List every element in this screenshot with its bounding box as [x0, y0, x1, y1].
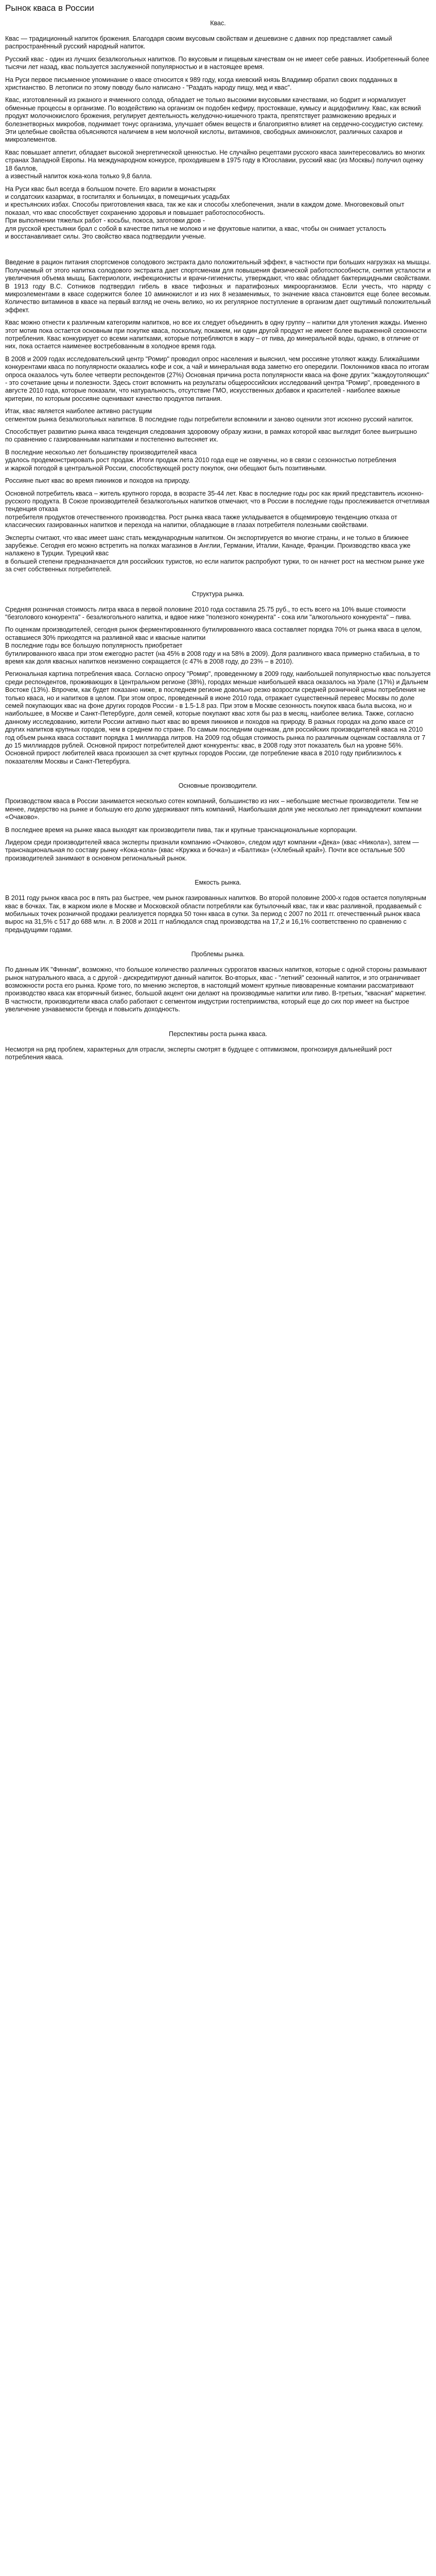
- paragraph: Лидером среди производителей кваса эксперты признали компанию «Очаково», следом идут компании «Дека» (квас «Никола»), затем — транснациональная по составу рынку «Кока-кола» (квас «Кружка и бочка») и «Балтика» («Хлебный край»). Почти все остальные 500 производителей занимают в основном региональный рынок.: [5, 838, 419, 862]
- paragraph: Основной потребитель кваса – житель крупного города, в возрасте 35-44 лет. Квас в последние годы рос как яркий представитель исконно-русского продукта. В Союзе производителей безалкогольных напитков отмечают, что в России в последние годы прослеживается отчетливая тенденция отказа потребителя продуктов отечественного производства. Рост рынка кваса также укладывается в общемировую тенденцию отказа от классических газированных напитков и перехода на напитки, обладающие в глазах потребителя полезными свойствами.: [5, 489, 430, 529]
- paragraph: В 2011 году рынок кваса рос в пять раз быстрее, чем рынок газированных напитков. Во второй половине 2000-х годов остается популярным квас в бочках. Так, в жарком июле в Москве и Московской области потребляли как бутылочный квас, так и квас разливной, продаваемый с мобильных точек розничной продажи реализуется порядка 50 тонн кваса в сутки. За период с 2007 по 2011 гг. отечественный рынок кваса вырос на 31,5% с 517 до 688 млн. л. В 2008 и 2011 гг наблюдался спад производства на 17,2 и 16,1% соответственно по сравнению с предыдущими годами.: [5, 894, 426, 934]
- document-body: [5, 20, 431, 1061]
- paragraph: Итак, квас является наиболее активно растущим сегментом рынка безалкогольных напитков. В последние годы потребители вспомнили и заново оценили этот исконно русский напиток.: [5, 408, 414, 423]
- paragraph: В 2008 и 2009 годах исследовательский центр "Ромир" проводил опрос населения и выяснил, чем россияне утоляют жажду. Ближайшими конкурентами кваса по популярности оказались кофе и сок, а чай и минеральная вода заметно его опередили. Поклонников кваса по итогам опроса оказалось чуть более четверти респондентов (27%) Основная причина роста популярности кваса на фоне других "жаждоутоляющих" - это сочетание цены и полезности. Здесь стоит вспомнить на результаты общероссийских исследований центра "Ромир", проведенного в августе 2010 года, которые показали, что натуральность, отсутствие ГМО, искусственных добавок и красителей - наиболее важные критерии, по которым россияне оценивают качество продуктов питания.: [5, 355, 429, 402]
- section-heading: Квас.: [210, 20, 226, 27]
- section-heading: Проблемы рынка.: [191, 951, 245, 958]
- paragraph: Эксперты считают, что квас имеет шанс стать международным напитком. Он экспортируется во многие страны, и не только в ближнее зарубежье. Сегодня его можно встретить на полках магазинов в Англии, Германии, Италии, Канаде, Франции. Производство кваса уже налажено в Турции. Турецкий квас в большей степени предназначается для российских туристов, но если напиток распробуют турки, то он начнет рост на местном рынке уже за счет собственных потребителей.: [5, 534, 425, 573]
- section-spacer: [5, 245, 431, 259]
- paragraph: По оценкам производителей, сегодня рынок ферментированного бутилированного кваса составляет порядка 70% от рынка кваса в целом, оставшиеся 30% приходятся на разливной квас и квасные напитки В последние годы все большую популярность приобретает бутилированного кваса при этом ежегодно растет (на 45% в 2008 году и на 58% в 2009). Доля разливного кваса примерно стабильна, в то время как доля квасных напитков неизменно сокращается (с 47% в 2008 году, до 23% – в 2010).: [5, 626, 422, 665]
- paragraph: На Руси квас был всегда в большом почете. Его варили в монастырях и солдатских казармах, в госпиталях и больницах, в помещичьих усадьбах и крестьянских избах. Способы приготовления кваса, так же как и способы хлебопечения, знали в каждом доме. Многовековый опыт показал, что квас способствует сохранению здоровья и повышает работоспособность. При выполнении тяжелых работ - косьбы, покоса, заготовки дров - для русской крестьянки брал с собой в качестве питья не молоко и не фруктовые напитки, а квас, чтобы он снимает усталость и восстанавливает силы. Это свойство кваса подтвердили ученые.: [5, 185, 405, 240]
- paragraph: На Руси первое письменное упоминание о квасе относится к 989 году, когда киевский князь Владимир обратил своих подданных в христианство. В летописи по этому поводу было написано - "Раздать народу пищу, мед и квас".: [5, 76, 397, 92]
- paragraph: Квас — традиционный напиток брожения. Благодаря своим вкусовым свойствам и дешевизне с давних пор представляет самый распространённый русский народный напиток.: [5, 35, 392, 50]
- paragraph: Русский квас - один из лучших безалкогольных напитков. По вкусовым и пищевым качествам он не имеет себе равных. Изобретенный более тысячи лет назад, квас пользуется заслуженной популярностью и в настоящее время.: [5, 55, 429, 71]
- paragraph: По данным ИК "Финнам", возможно, что большое количество различных суррогатов квасных напитков, которые с одной стороны размывают рынок натурального кваса, а с другой - дискредитируют данный напиток. Во-вторых, квас - "летний" сезонный напиток, и это ограничивает возможности роста его рынка. Кроме того, по мнению экспертов, в настоящий момент крупные пивоваренные компании рассматривают производство кваса как вторичный бизнес, большой акцент они делают на производимые напитки или пиво. В-третьих, "квасная" маркетинг. В частности, производители кваса слабо работают с сегментом индустрии гостеприимства, который еще до сих пор имеет на быстрое увеличение узнаваемости бренда и повысить доходность.: [5, 966, 427, 1013]
- paragraph: Квас повышает аппетит, обладает высокой энергетической ценностью. Не случайно рецептами русского кваса заинтересовались во многих странах Западной Европы. На международном конкурсе, проходившем в 1975 году в Югославии, русский квас (из Москвы) получил оценку 18 баллов, а известный напиток кока-кола только 9,8 балла.: [5, 148, 425, 180]
- paragraph: Средняя розничная стоимость литра кваса в первой половине 2010 года составила 25.75 руб., то есть всего на 10% выше стоимости "безголового конкурента" - безалкогольного напитка, и вдвое ниже "полезного конкурента" - сока или "алкогольного конкурента" – пива.: [5, 605, 412, 621]
- paragraph: Региональная картина потребления кваса. Согласно опросу "Ромир", проведенному в 2009 году, наибольшей популярностью квас пользуется среди респондентов, проживающих в Центральном регионе (38%), городах меньше наибольшей кваса оказалось на Урале (17%) и Дальнем Востоке (13%). Впрочем, как будет показано ниже, в последнем регионе довольно резко возросли средней розничной цены потребления не только кваса, но и напитков в целом. При этом опрос, проведенный в июне 2010 года, отражает существенный перевес Москвы по доле семей покупающих квас на фоне других городов России - в 1.5-1.8 раз. При этом в Москве сезонность покупок кваса была высока, но и наибольшее, в Москве и Санкт-Петербурге, доля семей, которые покупают квас хотя бы раз в месяц, наиболее велика. Также, согласно данному исследованию, жители России активно пьют квас во время пикников и походов на природу. В разных городах на долю квасе от других напитков крупных городов, чем в среднем по стране. По самым последним оценкам, для российских производителей кваса на 2010 год объем рынка кваса составит порядка 1 миллиарда литров. На 2009 год общая стоимость рынка по различным оценкам составляла от 7 до 15 миллиардов рублей. Основной прирост потребителей дают конкуренты: квас, в 2008 году этот показатель был на уровне 56%. Основной прирост любителей кваса произошел за счет крупных городов России, где потребление кваса в 2010 году приблизилось к показателям Москвы и Санкт-Петербурга.: [5, 670, 431, 765]
- section-heading: Основные производители.: [178, 782, 258, 790]
- paragraph: Производством кваса в России занимается несколько сотен компаний, большинство из них – небольшие местные производители. Тем не менее, лидерство на рынке и большую его долю удерживают пять компаний, Наибольшая доля уже несколько лет принадлежит компании «Очаково».: [5, 798, 422, 821]
- paragraph: В последнее время на рынке кваса выходят как производители пива, так и крупные транснациональные корпорации.: [5, 826, 357, 834]
- paragraph: Россияне пьют квас во время пикников и походов на природу.: [5, 477, 190, 485]
- paragraph: Квас можно отнести к различным категориям напитков, но все их следует объединить в одну группу – напитки для утоления жажды. Именно этот мотив пока остается основным при покупке кваса, поскольку, покажем, ни один другой продукт не имеет более выраженной сезонности потребления. Квас конкурирует со всеми напитками, которые потребляются в жару – от пива, до минеральной воды, однако, в отличие от них, пока остается наименее востребованным в холодное время года.: [5, 319, 427, 350]
- section-heading: Перспективы роста рынка кваса.: [168, 1030, 268, 1038]
- page-title: Рынок кваса в России: [5, 3, 94, 13]
- paragraph: Введение в рацион питания спортсменов солодового экстракта дало положительный эффект, в частности при больших нагрузках на мышцы. Получаемый от этого напитка солодового экстракта дает спортсменам для повышения физической работоспособности, снятия усталости и увеличения объема мышц. Бактериологи, инфекционисты и врачи-гигиенисты, утверждают, что квас обладает бактерицидными свойствами. В 1913 году В.С. Сотников подтвердил гибель в квасе тифозных и паратифозных микроорганизмов. Если учесть, что наряду с микроэлементами в квасе содержится более 10 аминокислот и из них 8 незаменимых, то значение кваса становится еще более весомым. Количество витаминов в квасе на первый взгляд не очень велико, но их регулярное поступление в организм дает ощутимый положительный эффект.: [5, 259, 431, 314]
- section-heading: Емкость рынка.: [195, 879, 241, 887]
- paragraph: Способствует развитию рынка кваса тенденция следования здоровому образу жизни, в рамках которой квас выглядит более выигрышно по сравнению с газированными напитками и постепенно вытесняет их.: [5, 428, 417, 444]
- paragraph: В последние несколько лет большинству производителей кваса удалось продемонстрировать рост продаж. Итоги продаж лета 2010 года еще не озвучены, но в связи с сезонностью потребления и жаркой погодой в центральной России, способствующей росту покупок, они обещают быть позитивными.: [5, 448, 396, 472]
- paragraph: Квас, изготовленный из ржаного и ячменного солода, обладает не только высокими вкусовыми качествами, но бодрит и нормализует обменные процессы в организме. По воздействию на организм он подобен кефиру, простокваше, кумысу и ацидофилину. Квас, как всякий продукт молочнокислого брожения, регулирует деятельность желудочно-кишечного тракта, препятствует размножению вредных и болезнетворных микробов, поднимает тонус организма, улучшает обмен веществ и благоприятно влияет на сердечно-сосудистую систему. Эти целебные свойства объясняются наличием в нем молочной кислоты, витаминов, свободных аминокислот, различных сахаров и микроэлементов.: [5, 96, 424, 144]
- section-heading: Структура рынка.: [191, 590, 245, 598]
- paragraph: Несмотря на ряд проблем, характерных для отрасли, эксперты смотрят в будущее с оптимизмом, прогнозируя дальнейший рост потребления кваса.: [5, 1045, 392, 1061]
- document-page: [0, 0, 436, 1061]
